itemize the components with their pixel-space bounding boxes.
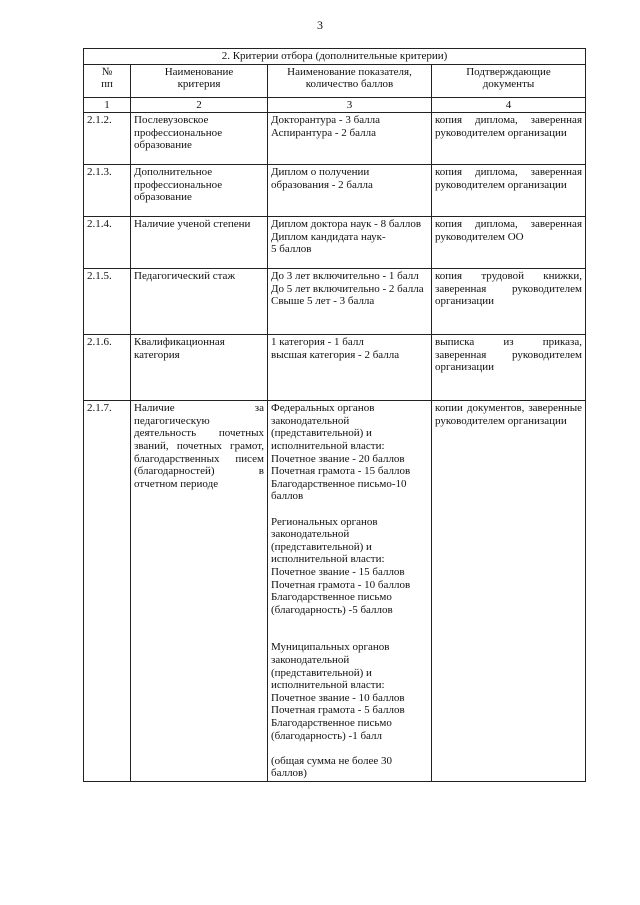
header-number: № пп [84,64,131,97]
row-documents: копия диплома, заверенная руководителем организации [432,113,586,165]
row-indicator: Диплом о получении образования - 2 балла [268,165,432,217]
row-number: 2.1.7. [84,401,131,782]
criteria-table [83,48,586,782]
header-criterion: Наименование критерия [131,64,268,97]
row-number: 2.1.6. [84,335,131,401]
column-number: 1 [84,97,131,113]
table-row [84,165,586,217]
row-indicator: Диплом доктора наук - 8 баллов Диплом кандидата наук- 5 баллов [268,217,432,269]
row-documents: выписка из приказа, заверенная руководителем организации [432,335,586,401]
column-number: 3 [268,97,432,113]
header-indicator: Наименование показателя, количество баллов [268,64,432,97]
table-row [84,401,586,782]
header-documents: Подтверждающие документы [432,64,586,97]
row-criterion: Послевузовское профессиональное образование [131,113,268,165]
row-number: 2.1.3. [84,165,131,217]
table-row [84,269,586,335]
row-documents: копия трудовой книжки, заверенная руководителем организации [432,269,586,335]
row-indicator: Федеральных органов законодательной (представительной) и исполнительной власти: Почетное звание - 20 баллов Почетная грамота - 15 баллов Благодарственное письмо-10 баллов Региональных органов законодательной (представительной) и исполнительной власти: Почетное звание - 15 баллов Почетная грамота - 10 баллов Благодарственное письмо (благодарность) -5 баллов Муниципальных органов законодательной (представительной) и исполнительной власти: Почетное звание - 10 баллов Почетная грамота - 5 баллов Благодарственное письмо (благодарность) -1 балл (общая сумма не более 30 баллов) [268,401,432,782]
row-criterion: Квалификационная категория [131,335,268,401]
row-number: 2.1.5. [84,269,131,335]
row-documents: копия диплома, заверенная руководителем ОО [432,217,586,269]
column-number: 2 [131,97,268,113]
row-number: 2.1.4. [84,217,131,269]
row-criterion: Педагогический стаж [131,269,268,335]
column-number: 4 [432,97,586,113]
row-criterion: Дополнительное профессиональное образование [131,165,268,217]
row-criterion: Наличие ученой степени [131,217,268,269]
table-title: 2. Критерии отбора (дополнительные критерии) [84,49,586,65]
row-number: 2.1.2. [84,113,131,165]
row-criterion: Наличие за педагогическую деятельность почетных званий, почетных грамот, благодарственных писем (благодарностей) в отчетном периоде [131,401,268,782]
table-row [84,217,586,269]
row-documents: копии документов, заверенные руководителем организации [432,401,586,782]
column-number-row [84,97,586,113]
row-indicator: До 3 лет включительно - 1 балл До 5 лет включительно - 2 балла Свыше 5 лет - 3 балла [268,269,432,335]
table-row [84,335,586,401]
table-row [84,113,586,165]
row-indicator: Докторантура - 3 балла Аспирантура - 2 балла [268,113,432,165]
table-title-row [84,49,586,65]
row-indicator: 1 категория - 1 балл высшая категория - 2 балла [268,335,432,401]
table-header-row [84,64,586,97]
row-documents: копия диплома, заверенная руководителем организации [432,165,586,217]
page-number: 3 [317,18,323,32]
